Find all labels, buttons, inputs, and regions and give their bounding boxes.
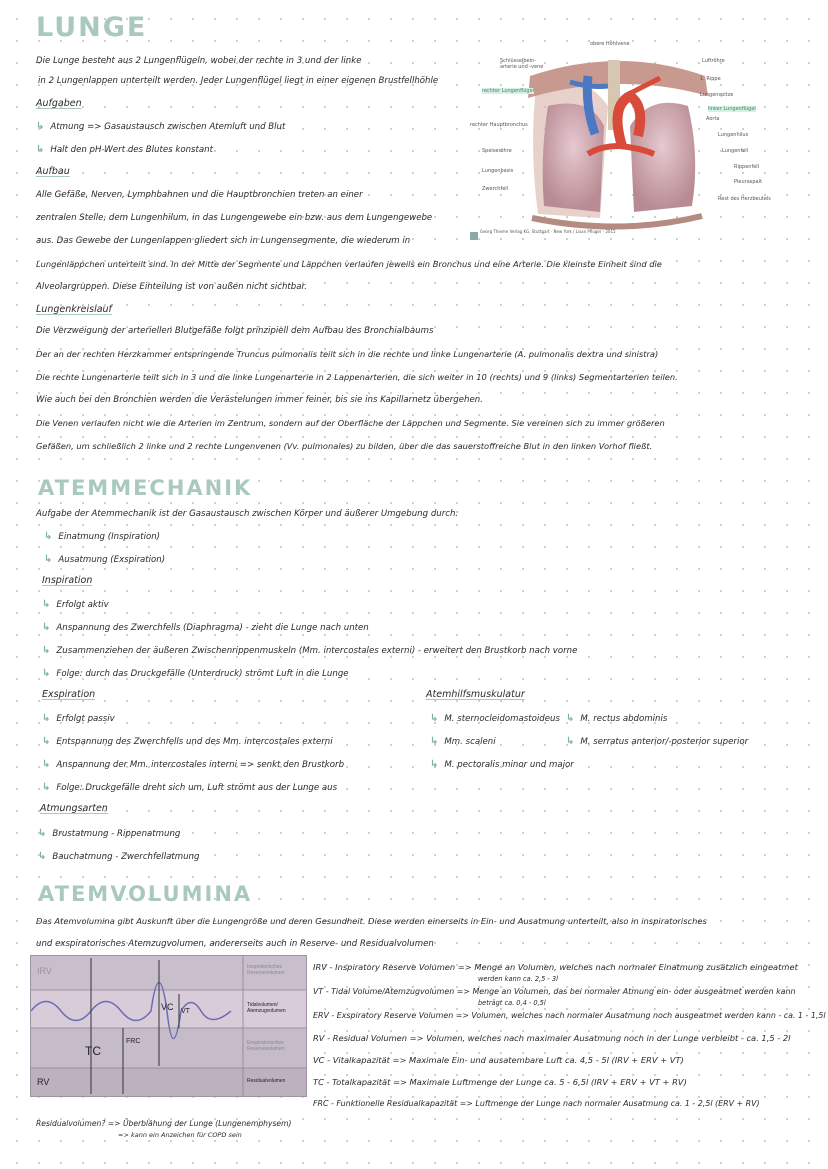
figure-label: Rippenfell [734, 164, 760, 170]
chart-right-label: Residualvolumen [247, 1078, 286, 1084]
inspiration-item: ↳ Anspannung des Zwerchfells (Diaphragma) - zieht die Lunge nach unten [42, 622, 369, 633]
arrow-icon: ↳ [42, 713, 51, 724]
figure-label: Lungenbasis [482, 168, 514, 174]
chart-cap-label: TC [85, 1044, 101, 1058]
arrow-icon: ↳ [42, 668, 51, 679]
volume-definition: FRC - Funktionelle Residualkapazität => Luftmenge der Lunge nach normaler Ausatmung ca. 1 - 2,5l (ERV + RV) [313, 1099, 760, 1108]
figure-label: Zwerchfell [482, 186, 509, 192]
aufgaben-heading: Aufgaben [36, 98, 82, 109]
arrow-icon: ↳ [566, 713, 575, 724]
exspiration-item: ↳ Folge: Druckgefälle dreht sich um, Luft strömt aus der Lunge aus [42, 782, 338, 793]
atemvolumina-intro-1: Das Atemvolumina gibt Auskunft über die Lungengröße und deren Gesundheit. Diese werden einerseits in Ein- und Ausatmung unterteilt, also in inspiratorisches [36, 916, 707, 926]
residualvolumen-note-sub: => kann ein Anzeichen für COPD sein [118, 1131, 242, 1139]
volume-definition: IRV - Inspiratory Reserve Volumen => Menge an Volumen, welches nach normaler Einatmung zusätzlich eingeatmet [313, 962, 798, 972]
chart-right-label: Tidalvolumen/ Atemzugvolumen [247, 1002, 286, 1014]
kreislauf-line: Gefäßen, um schließlich 2 linke und 2 rechte Lungenvenen (Vv. pulmonales) zu bilden, über die das sauerstoffreiche Blut in den linken Vorhof fließt. [36, 441, 653, 451]
figure-label: Lungenhilus [718, 132, 749, 138]
aufbau-line: Alle Gefäße, Nerven, Lymphbahnen und die Hauptbronchien treten an einer [36, 190, 363, 200]
kreislauf-line: Wie auch bei den Bronchien werden die Verästelungen immer feiner, bis sie ins Kapillarnetz übergehen. [36, 395, 483, 405]
residualvolumen-note: Residualvolumen? => Überblähung der Lunge (Lungenemphysem) [36, 1119, 292, 1128]
atmungsarten-item: ↳ Bauchatmung - Zwerchfellatmung [38, 851, 200, 862]
atmungsarten-item: ↳ Brustatmung - Rippenatmung [38, 828, 181, 839]
kreislauf-heading: Lungenkreislauf [36, 304, 112, 315]
atemhilfs-item: ↳ M. rectus abdominis [566, 713, 668, 724]
aufgaben-item: ↳ Atmung => Gasaustausch zwischen Atemluft und Blut [36, 121, 286, 132]
chart-row-label: RV [37, 1077, 50, 1087]
volume-definition: RV - Residual Volumen => Volumen, welches nach maximaler Ausatmung noch in der Lunge verbleibt - ca. 1,5 - 2l [313, 1033, 791, 1043]
arrow-icon: ↳ [430, 713, 439, 724]
atemmechanik-intro: Aufgabe der Atemmechanik ist der Gasaustausch zwischen Körper und äußerer Umgebung durch: [36, 509, 459, 519]
arrow-icon: ↳ [38, 851, 47, 862]
figure-label: linker Lungenflügel [708, 106, 756, 112]
volume-definition: VT - Tidal Volume/Atemzugvolumen => Menge an Volumen, das bei normaler Atmung ein- oder ausgeatmet werden kann [313, 987, 796, 996]
arrow-icon: ↳ [430, 736, 439, 747]
atemhilfs-item: ↳ M. sternocleidomastoideus [430, 713, 560, 724]
exspiration-item: ↳ Entspannung des Zwerchfells und des Mm. intercostales externi [42, 736, 333, 747]
kreislauf-line: Die rechte Lungenarterie teilt sich in 3 und die linke Lungenarterie in 2 Lappenarterien, die sich weiter in 10 (rechts) und 9 (links) Segmentarterien teilen. [36, 372, 678, 382]
volume-definition: TC - Totalkapazität => Maximale Luftmenge der Lunge ca. 5 - 6,5l (IRV + ERV + VT + RV) [313, 1077, 687, 1087]
atemhilfs-item: ↳ M. pectoralis minor und major [430, 759, 574, 770]
atemmechanik-item: ↳ Ausatmung (Exspiration) [44, 554, 166, 565]
arrow-icon: ↳ [36, 144, 45, 155]
figure-label: Schlüsselbein-arterie und -vene [500, 58, 544, 70]
arrow-icon: ↳ [42, 782, 51, 793]
chart-cap-label: FRC [126, 1038, 141, 1045]
figure-label: Lungenfell [722, 148, 749, 154]
arrow-icon: ↳ [36, 121, 45, 132]
inspiration-item: ↳ Folge: durch das Druckgefälle (Unterdruck) strömt Luft in die Lunge [42, 668, 349, 679]
aufbau-heading: Aufbau [36, 166, 70, 177]
arrow-icon: ↳ [44, 531, 53, 542]
lung-anatomy-figure [470, 36, 800, 246]
figure-label: Luftröhre [702, 58, 725, 64]
figure-credit: Georg Thieme Verlag KG, Stuttgart · New York / Lisan Pflüger · 2015 [480, 229, 616, 234]
exspiration-item: ↳ Anspannung der Mm. intercostales interni => senkt den Brustkorb [42, 759, 345, 770]
exspiration-heading: Exspiration [42, 689, 96, 700]
arrow-icon: ↳ [42, 759, 51, 770]
figure-label: Rest des Herzbeutels [718, 196, 771, 202]
figure-label: rechter Hauptbronchus [470, 122, 528, 128]
aufbau-line: Lungenläppchen unterteilt sind. In der Mitte der Segmente und Läppchen verlaufen jeweils ein Bronchus und eine Arterie. Die kleinste Einheit sind die [36, 259, 662, 269]
atmungsarten-heading: Atmungsarten [40, 803, 108, 814]
inspiration-heading: Inspiration [42, 575, 93, 586]
volume-definition: ERV - Exspiratory Reserve Volumen => Volumen, welches nach normaler Ausatmung noch ausgeatmet werden kann - ca. 1 - 1,5l [313, 1011, 826, 1020]
figure-label: rechter Lungenflügel [482, 88, 535, 94]
inspiration-item: ↳ Zusammenziehen der äußeren Zwischenrippenmuskeln (Mm. intercostales externi) - erweitert den Brustkorb nach vorne [42, 645, 578, 656]
chart-cap-label: VC [161, 1002, 174, 1012]
figure-label: Pleuraspalt [734, 179, 762, 185]
atemvolumina-title: ATEMVOLUMINA [38, 882, 253, 906]
arrow-icon: ↳ [42, 599, 51, 610]
inspiration-item: ↳ Erfolgt aktiv [42, 599, 109, 610]
volume-definition-sub: beträgt ca. 0,4 - 0,5l [478, 999, 546, 1007]
arrow-icon: ↳ [42, 645, 51, 656]
lung-volume-chart [30, 955, 307, 1097]
aufbau-line: zentralen Stelle, dem Lungenhilum, in das Lungengewebe ein bzw. aus dem Lungengewebe [36, 213, 433, 223]
chart-row-label: IRV [37, 966, 52, 976]
chart-cap-label: VT [181, 1008, 190, 1015]
lunge-intro-1: Die Lunge besteht aus 2 Lungenflügeln, wobei der rechte in 3 und der linke [36, 56, 362, 66]
lunge-title: LUNGE [36, 12, 148, 43]
atemvolumina-intro-2: und exspiratorisches Atemzugvolumen, andererseits auch in Reserve- und Residualvolumen [36, 939, 434, 949]
atemhilfs-item: ↳ Mm. scaleni [430, 736, 496, 747]
exspiration-item: ↳ Erfolgt passiv [42, 713, 115, 724]
arrow-icon: ↳ [42, 736, 51, 747]
figure-label: obere Hohlvene [590, 41, 630, 47]
lunge-intro-2: in 2 Lungenlappen unterteilt werden. Jeder Lungenflügel liegt in einer eigenen Brustfellhöhle [38, 76, 439, 86]
atemhilfsmuskulatur-heading: Atemhilfsmuskulatur [426, 689, 525, 700]
atemmechanik-title: ATEMMECHANIK [38, 476, 253, 500]
chart-right-label: Inspiratorisches Reservevolumen [247, 964, 285, 976]
arrow-icon: ↳ [430, 759, 439, 770]
atemhilfs-item: ↳ M. serratus anterior/-posterior superior [566, 736, 749, 747]
figure-label: Speiseröhre [482, 148, 512, 154]
kreislauf-line: Die Verzweigung der arteriellen Blutgefäße folgt prinzipiell dem Aufbau des Bronchialbaums [36, 326, 434, 336]
volume-definition-sub: werden kann ca. 2,5 - 3l [478, 975, 558, 983]
figure-label: Lungenspitze [700, 92, 734, 98]
aufbau-line: aus. Das Gewebe der Lungenlappen gliedert sich in Lungensegmente, die wiederum in [36, 236, 411, 246]
lung-volume-diagram [31, 956, 306, 1096]
arrow-icon: ↳ [38, 828, 47, 839]
atemmechanik-item: ↳ Einatmung (Inspiration) [44, 531, 161, 542]
aufgaben-item: ↳ Halt den pH-Wert des Blutes konstant [36, 144, 213, 155]
kreislauf-line: Der an der rechten Herzkammer entspringende Truncus pulmonalis teilt sich in die rechte und linke Lungenarterie (A. pulmonalis dextra und sinistra) [36, 349, 659, 359]
arrow-icon: ↳ [566, 736, 575, 747]
chart-right-label: Exspiratorisches Reservevolumen [247, 1040, 285, 1052]
arrow-icon: ↳ [42, 622, 51, 633]
aufbau-line: Alveolargruppen. Diese Einteilung ist von außen nicht sichtbar. [36, 282, 307, 292]
kreislauf-line: Die Venen verlaufen nicht wie die Arterien im Zentrum, sondern auf der Oberfläche der Läppchen und Segmente. Sie vereinen sich zu immer größeren [36, 418, 665, 428]
figure-label: 1. Rippe [700, 76, 721, 82]
arrow-icon: ↳ [44, 554, 53, 565]
volume-definition: VC - Vitalkapazität => Maximale Ein- und ausatembare Luft ca. 4,5 - 5l (IRV + ERV + VT) [313, 1055, 684, 1065]
figure-label: Aorta [706, 116, 720, 122]
